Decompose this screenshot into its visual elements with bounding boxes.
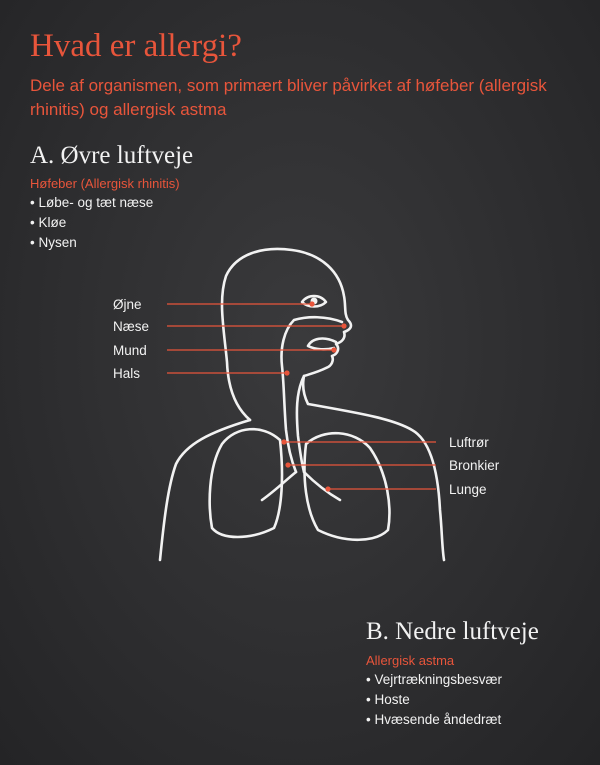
right-lung	[305, 433, 390, 540]
symptom-item: • Løbe- og tæt næse	[30, 193, 153, 213]
mouth-dot	[331, 347, 336, 352]
symptom-item: • Hvæsende åndedræt	[366, 710, 502, 730]
lung-dot	[325, 486, 330, 491]
section-b-condition: Allergisk astma	[366, 653, 455, 668]
bronchi-branches	[262, 472, 340, 500]
page-title: Hvad er allergi?	[30, 28, 242, 64]
label-eyes: Øjne	[113, 297, 142, 312]
label-mouth: Mund	[113, 343, 147, 358]
trachea-dot	[281, 439, 286, 444]
symptom-item: • Kløe	[30, 213, 153, 233]
section-b-heading: B. Nedre luftveje	[366, 618, 539, 645]
bronchi-dot	[285, 462, 290, 467]
label-nose: Næse	[113, 319, 150, 334]
section-a-condition: Høfeber (Allergisk rhinitis)	[30, 176, 180, 191]
left-lung	[210, 429, 282, 537]
section-a-symptom-list	[30, 193, 153, 253]
page-subtitle: Dele af organismen, som primært bliver påvirket af høfeber (allergisk rhinitis) og allergisk astma	[30, 76, 547, 119]
section-a-heading: A. Øvre luftveje	[30, 142, 194, 169]
mouth-outline	[308, 339, 336, 350]
symptom-item: • Vejrtrækningsbesvær	[366, 670, 502, 690]
left-shoulder	[160, 420, 250, 560]
label-bronchi: Bronkier	[449, 458, 500, 473]
symptom-item: • Hoste	[366, 690, 502, 710]
body-outline	[222, 249, 444, 560]
section-b-symptom-list	[366, 670, 502, 730]
nose-dot	[341, 323, 346, 328]
throat-dot	[284, 370, 289, 375]
label-lung: Lunge	[449, 482, 487, 497]
eyes-dot	[309, 301, 314, 306]
symptom-item: • Nysen	[30, 233, 153, 253]
label-trachea: Luftrør	[449, 435, 489, 450]
label-throat: Hals	[113, 366, 141, 381]
